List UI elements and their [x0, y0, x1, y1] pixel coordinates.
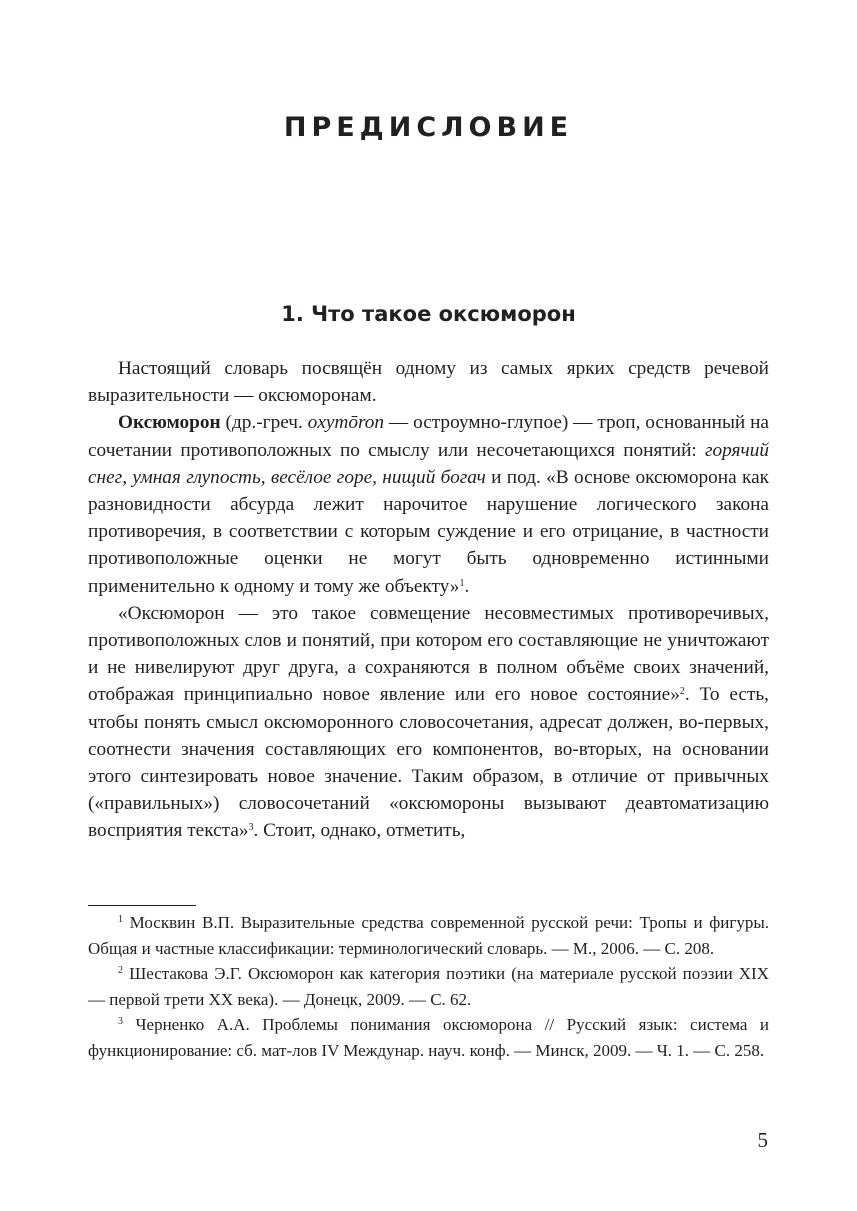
page-number: 5: [757, 1128, 768, 1152]
examples-text: горячий снег, умная глупость, весёлое горе, нищий богач: [88, 439, 769, 488]
footnotes: [88, 910, 769, 1063]
term-oxymoron: Оксюморон: [118, 412, 221, 434]
footnote-text: Москвин В.П. Выразительные средства современной русской речи: Тропы и фигуры. Общая и частные классификации: терминологический словарь. — М., 2006. — С. 208.: [88, 913, 769, 958]
footnote-divider: [88, 905, 196, 906]
explanation-text: . То есть, чтобы понять смысл оксюморонного словосочетания, адресат должен, во-первых, соотнести значения составляющих его компонентов, во-вторых, на основании этого синтезировать новое значение. Таким образом, в отличие от привычных («правильных») словосочетаний «оксюмороны вызывают деавтоматизацию восприятия текста»: [88, 684, 769, 842]
explanation-quote: «Оксюморон — это такое совмещение несовместимых противоречивых, противоположных слов и понятий, при котором его составляющие не уничтожают и не нивелируют друг друга, а сохраняются в полном объёме своих значений, отображая принципиально новое явление или его новое состояние»: [88, 602, 769, 706]
explanation-end: . Стоит, однако, отметить,: [253, 820, 466, 842]
paragraph-definition: [88, 409, 769, 599]
footnote-number: 2: [118, 965, 123, 976]
footnote-number: 1: [118, 914, 123, 925]
footnote-3: [88, 1012, 769, 1063]
definition-end: .: [464, 575, 470, 597]
paragraph-intro: Настоящий словарь посвящён одному из самых ярких средств речевой выразительности — оксюморонам.: [88, 358, 769, 407]
body-text: [88, 355, 769, 845]
footnote-ref-1: 1: [459, 577, 465, 589]
paragraph-explanation: [88, 600, 769, 845]
footnote-2: [88, 961, 769, 1012]
definition-text: (др.-греч.: [220, 412, 308, 434]
definition-text: — остроумно-глупое) — троп, основанный на сочетании противоположных по смыслу или несочетающихся понятий:: [88, 412, 769, 461]
footnote-ref-3: 3: [248, 822, 254, 834]
footnote-1: [88, 910, 769, 961]
footnote-ref-2: 2: [679, 686, 685, 698]
footnote-text: Черненко А.А. Проблемы понимания оксюморона // Русский язык: система и функционирование: сб. мат-лов IV Междунар. науч. конф. — Минск, 2009. — Ч. 1. — С. 258.: [88, 1015, 769, 1060]
footnote-number: 3: [118, 1016, 123, 1027]
footnote-text: Шестакова Э.Г. Оксюморон как категория поэтики (на материале русской поэзии XIX — первой трети XX века). — Донецк, 2009. — С. 62.: [88, 964, 769, 1009]
section-title: 1. Что такое оксюморон: [281, 302, 576, 326]
definition-quote: и под. «В основе оксюморона как разновидности абсурда лежит нарочитое нарушение логического закона противоречия, в соответствии с которым суждение и его отрицание, в частности противоположные оценки не могут быть одновременно истинными применительно к одному и тому же объекту»: [88, 466, 769, 597]
chapter-title: ПРЕДИСЛОВИЕ: [283, 112, 574, 143]
greek-word: oxymōron: [307, 412, 385, 434]
